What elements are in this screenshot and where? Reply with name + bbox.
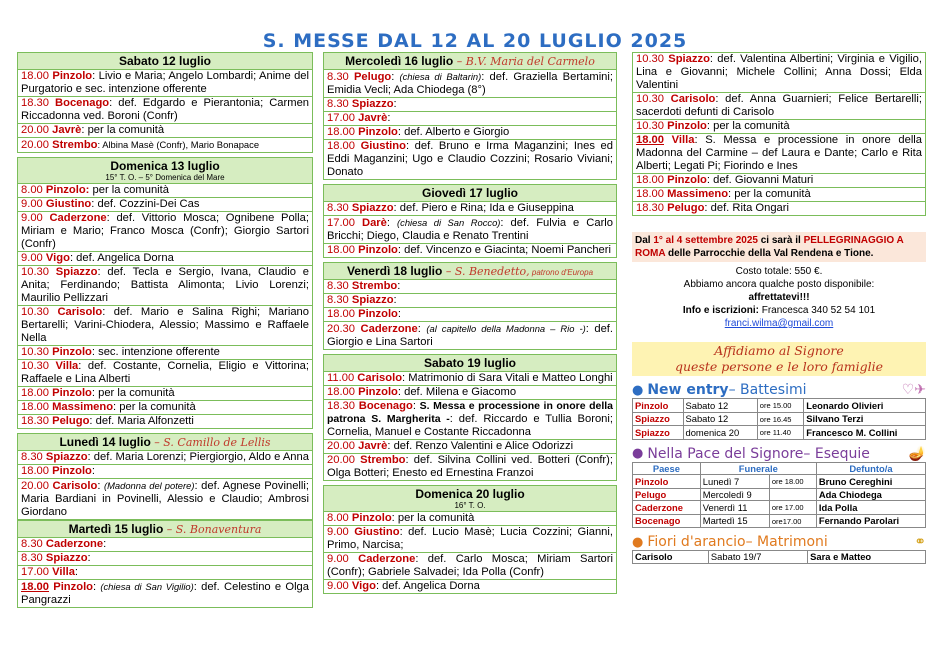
pilgrimage-info: Costo totale: 550 €. Abbiamo ancora qualche posto disponibile: affrettatevi!!! Info e iscrizioni: Francesca 340 52 54 101 franci.wilma@gmail.com [682,266,876,329]
table-row: Pelugo Mercoledì 9 Ada Chiodega [633,488,926,501]
column-2 [323,52,617,594]
mass-entry: 20.00 Javrè: per la comunità [17,124,313,138]
mass-entry: 8.30 Spiazzo: def. Piero e Rina; Ida e Giuseppina [323,202,617,216]
table-row: Pinzolo Lunedì 7 ore 18.00 Bruno Cereghini [633,475,926,489]
mass-entry: 18.30 Pelugo: def. Maria Alfonzetti [17,415,313,429]
mass-entry: 10.30 Villa: def. Costante, Cornelia, Eligio e Vittorina; Raffaele e Lina Alberti [17,360,313,387]
mass-entry: 10.30 Spiazzo: def. Valentina Albertini; Virginia e Vigilio, Lina e Giovanni; Michele Collini; Anna Dossi; Elda Valentini [632,52,926,93]
mass-entry: 9.00 Giustino: def. Lucio Masè; Lucia Cozzini; Gianni, Primo, Narcisa; [323,526,617,553]
day-header: Domenica 20 luglio 16° T. O. [323,485,617,512]
email-link[interactable]: franci.wilma@gmail.com [724,318,834,329]
mass-entry: 9.00 Vigo: def. Angelica Dorna [323,580,617,594]
mass-entry: 17.00 Javrè: [323,112,617,126]
mass-entry: 10.30 Carisolo: def. Mario e Salina Righi; Mariano Bertarelli; Varini-Chiodera, Alessio; Massimo e Raffaele Nella [17,306,313,346]
mass-entry: 20.00 Carisolo: (Madonna del potere): def. Agnese Povinelli; Maria Bardiani in Povinelli, Alessio e Claudio; Ambrosi Giordano [17,479,313,520]
mass-entry: 10.30 Pinzolo: per la comunità [632,120,926,134]
rings-icon: ⚭ [914,534,926,550]
table-row: Caderzone Venerdì 11 ore 17.00 Ida Polla [633,501,926,515]
table-row: Spiazzo Sabato 12 ore 16.45 Silvano Terzi [633,412,926,426]
mass-entry: 18.00 Pinzolo: (chiesa di San Vigilio): def. Celestino e Olga Pangrazzi [17,580,313,608]
mass-entry: 9.00 Giustino: def. Cozzini-Dei Cas [17,198,313,212]
table-row: Spiazzo domenica 20 ore 11.40 Francesco M. Collini [633,426,926,440]
page-title: S. MESSE DAL 12 AL 20 LUGLIO 2025 [262,30,688,52]
day-header: Lunedì 14 luglio – S. Camillo de Lellis [17,433,313,451]
table-row: Pinzolo Sabato 12 ore 15.00 Leonardo Olivieri [633,399,926,413]
day-header: Martedì 15 luglio – S. Bonaventura [17,520,313,538]
mass-entry: 9.00 Vigo: def. Angelica Dorna [17,252,313,266]
paper-plane-icon: ♡✈ [901,382,926,398]
funerals-table: Paese Funerale Defunto/a Pinzolo Lunedì 7 ore 18.00 Bruno Cereghini Pelugo Mercoledì 9 Ada Chiodega Caderzone Venerdì 11 ore 17.00 Ida Polla Bocenago Martedì 15 ore17.00 Fernando Parolari [632,462,926,529]
affidiamo-banner: Affidiamo al Signore queste persone e le loro famiglie [632,342,926,376]
mass-entry: 9.00 Caderzone: def. Carlo Mosca; Miriam Sartori (Confr); Gabriele Salvadei; Ida Polla (Confr) [323,553,617,580]
mass-entry: 18.00 Pinzolo: def. Giovanni Maturi [632,174,926,188]
mass-entry: 8.30 Strembo: [323,280,617,294]
mass-entry: 18.00 Massimeno: per la comunità [17,401,313,415]
day-header: Venerdì 18 luglio – S. Benedetto, patrono d'Europa [323,262,617,280]
mass-entry: 18.00 Villa: S. Messa e processione in onore della Madonna del Carmine – def Laura e Dante; Carlo e Rita Alberti; Legati Pi; Fiorindo e Ines [632,134,926,174]
baptisms-table [632,398,926,440]
weddings-table [632,550,926,564]
mass-entry: 17.00 Darè: (chiesa di San Rocco): def. Fulvia e Carlo Bricchi; Diego, Claudia e Renato Trentini [323,216,617,244]
oil-lamp-icon: 🪔 [908,445,926,462]
mass-entry: 18.00 Massimeno: per la comunità [632,188,926,202]
mass-entry: 18.30 Bocenago: S. Messa e processione in onore della patrona S. Margherita -: def. Riccardo e Tullia Boroni; Cornelia, Manuel e Costante Riccadonna [323,400,617,440]
mass-entry: 20.30 Caderzone: (al capitello della Madonna – Rio -): def. Giorgio e Lina Sartori [323,322,617,350]
mass-entry: 8.30 Caderzone: [17,538,313,552]
mass-entry: 17.00 Villa: [17,566,313,580]
mass-entry: 18.00 Pinzolo: [17,465,313,479]
mass-entry: 8.00 Pinzolo: per la comunità [323,512,617,526]
weddings-heading: ● Fiori d'arancio – Matrimoni ⚭ [632,534,926,550]
table-row: Carisolo Sabato 19/7 Sara e Matteo [633,551,926,564]
pilgrimage-notice: Dal 1° al 4 settembre 2025 ci sarà il PELLEGRINAGGIO A ROMA delle Parrocchie della Val Rendena e Tione. [632,232,926,262]
mass-entry: 18.00 Pinzolo: def. Milena e Giacomo [323,386,617,400]
mass-entry: 20.00 Strembo: Albina Masè (Confr), Mario Bonapace [17,138,313,153]
funerals-heading: ● Nella Pace del Signore – Esequie 🪔 [632,445,926,462]
day-header: Sabato 19 luglio [323,354,617,372]
mass-entry: 20.00 Strembo: def. Silvina Collini ved. Botteri (Confr); Olga Botteri; Enesto ed Ernestina Franzoi [323,454,617,481]
mass-entry: 11.00 Carisolo: Matrimonio di Sara Vitali e Matteo Longhi [323,372,617,386]
mass-entry: 20.00 Javrè: def. Renzo Valentini e Alice Odorizzi [323,440,617,454]
day-header: Giovedì 17 luglio [323,184,617,202]
mass-entry: 18.30 Pelugo: def. Rita Ongari [632,202,926,216]
mass-entry: 8.30 Spiazzo: def. Maria Lorenzi; Piergiorgio, Aldo e Anna [17,451,313,465]
mass-entry: 18.00 Pinzolo: per la comunità [17,387,313,401]
column-3 [632,52,926,564]
mass-entry: 18.00 Pinzolo: def. Vincenzo e Giacinta; Noemi Pancheri [323,244,617,258]
mass-entry: 8.30 Pelugo: (chiesa di Baltarin): def. Graziella Bertamini; Emidia Vecli; Ada Chiodega (8°) [323,70,617,98]
mass-entry: 8.00 Pinzolo: per la comunità [17,184,313,198]
mass-entry: 10.30 Spiazzo: def. Tecla e Sergio, Ivana, Claudio e Anita; Ferdinando; Battista Alimonta; Livio Lorenzi; Maurilio Pellizzari [17,266,313,306]
table-row: Bocenago Martedì 15 ore17.00 Fernando Parolari [633,514,926,528]
column-1 [17,52,313,608]
day-header: Sabato 12 luglio [17,52,313,70]
mass-entry: 9.00 Caderzone: def. Vittorio Mosca; Ognibene Polla; Miriam e Mario; Franco Mosca (Confr); Giorgio Sartori (Confr) [17,212,313,252]
mass-entry: 10.30 Pinzolo: sec. intenzione offerente [17,346,313,360]
day-header: Mercoledì 16 luglio – B.V. Maria del Carmelo [323,52,617,70]
day-header: Domenica 13 luglio 15° T. O. – 5° Domenica del Mare [17,157,313,184]
mass-entry: 18.30 Bocenago: def. Edgardo e Pierantonia; Carmen Riccadonna ved. Boroni (Confr) [17,97,313,124]
mass-entry: 18.00 Giustino: def. Bruno e Irma Maganzini; Ines ed Eddi Maganzini; Ugo e Claudio Cozzini; Rosario Viviani; Donato [323,140,617,180]
mass-entry: 18.00 Pinzolo: def. Alberto e Giorgio [323,126,617,140]
mass-entry: 18.00 Pinzolo: Livio e Maria; Angelo Lombardi; Anime del Purgatorio e sec. intenzione offerente [17,70,313,97]
mass-entry: 10.30 Carisolo: def. Anna Guarnieri; Felice Bertarelli; sacerdoti defunti di Carisolo [632,93,926,120]
mass-entry: 8.30 Spiazzo: [17,552,313,566]
mass-entry: 8.30 Spiazzo: [323,98,617,112]
mass-entry: 18.00 Pinzolo: [323,308,617,322]
mass-entry: 8.30 Spiazzo: [323,294,617,308]
baptisms-heading: ● New entry – Battesimi ♡✈ [632,382,926,398]
